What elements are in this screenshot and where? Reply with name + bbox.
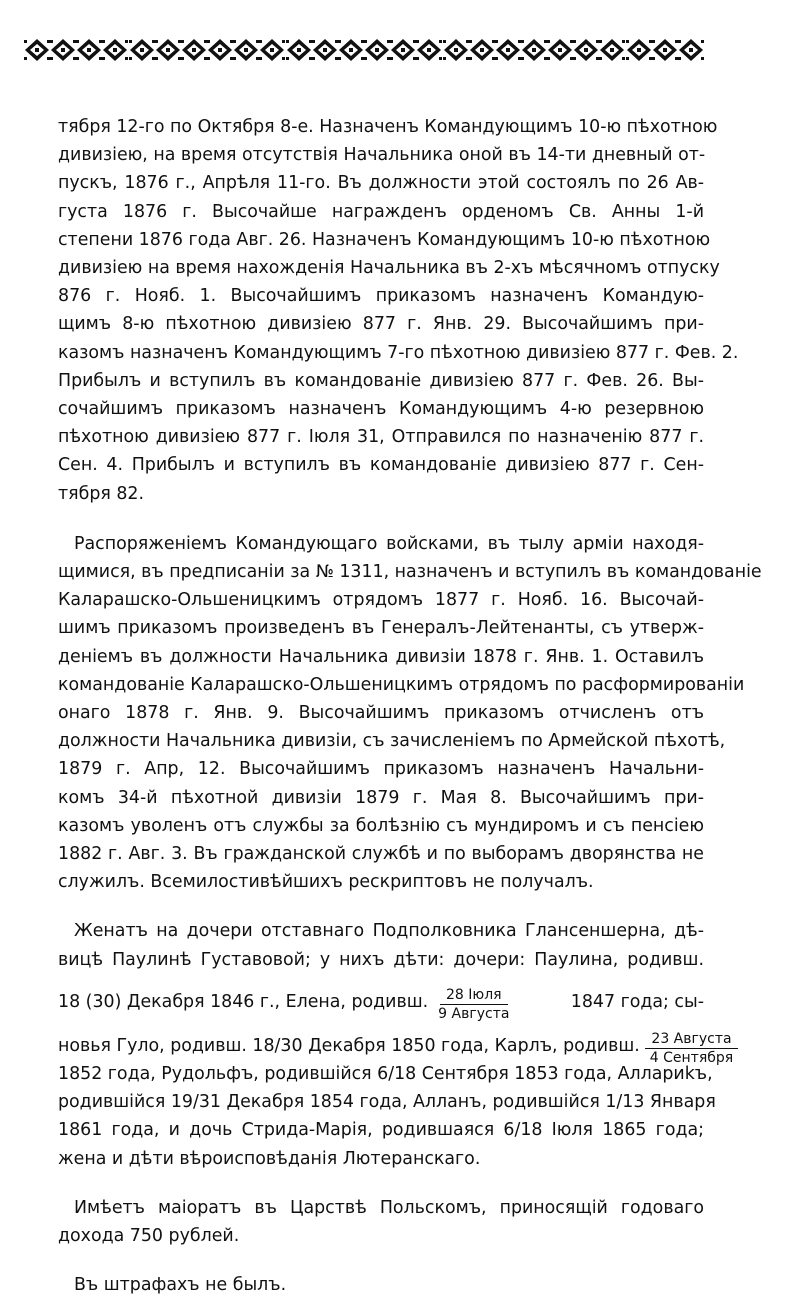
ornament-motif-icon bbox=[102, 38, 128, 62]
text-line: служилъ. Всемилостивѣйшихъ рескриптовъ не получалъ. bbox=[58, 872, 594, 893]
ornament-motif-icon bbox=[312, 38, 338, 62]
text-line: щимися, въ предписаніи за № 1311, назначенъ и вступилъ въ командованіе bbox=[58, 562, 762, 583]
ornament-motif-icon bbox=[259, 38, 285, 62]
text-line: дохода 750 рублей. bbox=[58, 1225, 240, 1246]
page-body bbox=[58, 113, 762, 1299]
ornament-motif-icon bbox=[207, 38, 233, 62]
ornament-motif-icon bbox=[76, 38, 102, 62]
ornament-motif-icon bbox=[181, 38, 207, 62]
paragraph-service-record bbox=[58, 113, 739, 508]
text-line: шимъ приказомъ произведенъ въ Генералъ-Лейтенанты, съ утверж- bbox=[58, 618, 704, 639]
ornament-motif-icon bbox=[24, 38, 50, 62]
text-line: жена и дѣти вѣроисповѣданія Лютеранскаго. bbox=[58, 1148, 481, 1169]
text-line: вицѣ Паулинѣ Густавовой; у нихъ дѣти: дочери: Паулина, родивш. bbox=[58, 949, 704, 970]
ornament-motif-icon bbox=[233, 38, 259, 62]
text-line-with-fraction bbox=[58, 974, 704, 1022]
text-line: дивизіею на время нахожденія Начальника въ 2-хъ мѣсячномъ отпуску bbox=[58, 258, 720, 279]
ornament-motif-icon bbox=[573, 38, 599, 62]
ornament-motif-icon bbox=[129, 38, 155, 62]
text-line: родившійся 19/31 Декабря 1854 года, Алланъ, родившійся 1/13 Января bbox=[58, 1092, 716, 1113]
text-line: Въ штрафахъ не былъ. bbox=[74, 1275, 287, 1296]
text-line: казомъ уволенъ отъ службы за болѣзнію съ мундиромъ и съ пенсіею bbox=[58, 815, 704, 836]
text-line: тября 12-го по Октября 8-е. Назначенъ Командующимъ 10-ю пѣхотною bbox=[58, 117, 718, 137]
paragraph-family bbox=[58, 917, 734, 1172]
ornament-motif-icon bbox=[547, 38, 573, 62]
text-line: сочайшимъ приказомъ назначенъ Командующимъ 4-ю резервною bbox=[58, 399, 704, 420]
text-line: 1882 г. Авг. 3. Въ гражданской службѣ и по выборамъ дворянства не bbox=[58, 844, 704, 865]
paragraph-penalties bbox=[58, 1271, 704, 1299]
ornament-motif-icon bbox=[599, 38, 625, 62]
paragraph-command-record bbox=[58, 530, 762, 897]
ornament-motif-icon bbox=[390, 38, 416, 62]
ornament-motif-icon bbox=[521, 38, 547, 62]
text-line: пѣхотною дивизіею 877 г. Іюля 31, Отправился по назначенію 877 г. bbox=[58, 427, 704, 448]
fraction-denominator: 4 Сентября bbox=[649, 1049, 734, 1066]
ornament-motif-icon bbox=[469, 38, 495, 62]
text-line: густа 1876 г. Высочайше награжденъ орденомъ Св. Анны 1-й bbox=[58, 201, 704, 222]
text-line: деніемъ въ должности Начальника дивизіи 1878 г. Янв. 1. Оставилъ bbox=[58, 646, 704, 667]
date-fraction bbox=[432, 987, 515, 1022]
text-line: Имѣетъ маіоратъ въ Царствѣ Польскомъ, приносящій годоваго bbox=[74, 1197, 704, 1218]
text-line: 1879 г. Апр, 12. Высочайшимъ приказомъ назначенъ Начальни- bbox=[58, 759, 704, 780]
ornament-motif-icon bbox=[443, 38, 469, 62]
text-line: 1861 года, и дочь Стрида-Марія, родившаяся 6/18 Іюля 1865 года; bbox=[58, 1120, 704, 1141]
text-line: Женатъ на дочери отставнаго Подполковника Глансеншерна, дѣ- bbox=[74, 921, 704, 942]
fraction-numerator: 28 Іюля bbox=[440, 987, 508, 1005]
text-line: должности Начальника дивизіи, съ зачисленіемъ по Армейской пѣхотѣ, bbox=[58, 731, 726, 752]
ornament-motif-icon bbox=[416, 38, 442, 62]
text-line: Прибылъ и вступилъ въ командованіе дивизіею 877 г. Фев. 26. Вы- bbox=[58, 370, 704, 391]
text-line: тября 82. bbox=[58, 483, 145, 504]
text-line: Распоряженіемъ Командующаго войсками, въ тылу арміи находя- bbox=[74, 533, 704, 554]
text-line: степени 1876 года Авг. 26. Назначенъ Командующимъ 10-ю пѣхотною bbox=[58, 229, 711, 250]
text-line: 1852 года, Рудольфъ, родившійся 6/18 Сентября 1853 года, Аллариkъ, bbox=[58, 1063, 713, 1084]
ornament-motif-icon bbox=[286, 38, 312, 62]
date-fraction bbox=[644, 1031, 739, 1066]
ornament-motif-icon bbox=[626, 38, 652, 62]
text-segment: новья Гуло, родивш. 18/30 Декабря 1850 года, Карлъ, родивш. bbox=[58, 1035, 640, 1056]
ornament-motif-icon bbox=[50, 38, 76, 62]
fraction-numerator: 23 Августа bbox=[645, 1031, 737, 1049]
text-line: Сен. 4. Прибылъ и вступилъ въ командованіе дивизіею 877 г. Сен- bbox=[58, 455, 704, 476]
text-line: 876 г. Нояб. 1. Высочайшимъ приказомъ назначенъ Командую- bbox=[58, 286, 704, 307]
text-segment: 1847 года; сы- bbox=[570, 991, 704, 1012]
text-line: командованіе Каларашско-Ольшеницкимъ отрядомъ по расформированіи bbox=[58, 674, 745, 695]
text-segment: 18 (30) Декабря 1846 г., Елена, родивш. bbox=[58, 991, 429, 1012]
ornament-motif-icon bbox=[338, 38, 364, 62]
ornament-motif-icon bbox=[495, 38, 521, 62]
ornament-motif-icon bbox=[652, 38, 678, 62]
text-line: дивизіею, на время отсутствія Начальника оной въ 14-ти дневный от- bbox=[58, 145, 706, 166]
ornamental-border-icon bbox=[24, 32, 704, 68]
text-line-with-fraction bbox=[58, 1016, 734, 1066]
fraction-denominator: 9 Августа bbox=[438, 1005, 510, 1022]
ornament-motif-icon bbox=[678, 38, 704, 62]
text-line: комъ 34-й пѣхотной дивизіи 1879 г. Мая 8. Высочайшимъ при- bbox=[58, 787, 704, 808]
text-line: онаго 1878 г. Янв. 9. Высочайшимъ приказомъ отчисленъ отъ bbox=[58, 703, 704, 724]
text-line: пускъ, 1876 г., Апрѣля 11-го. Въ должности этой состоялъ по 26 Ав- bbox=[58, 173, 704, 194]
paragraph-majorat bbox=[58, 1194, 704, 1250]
text-line: казомъ назначенъ Командующимъ 7-го пѣхотною дивизіею 877 г. Фев. 2. bbox=[58, 342, 739, 363]
ornament-motif-icon bbox=[155, 38, 181, 62]
text-line: щимъ 8-ю пѣхотною дивизіею 877 г. Янв. 29. Высочайшимъ при- bbox=[58, 314, 704, 335]
text-line: Каларашско-Ольшеницкимъ отрядомъ 1877 г. Нояб. 16. Высочай- bbox=[58, 590, 704, 611]
ornament-motif-icon bbox=[364, 38, 390, 62]
